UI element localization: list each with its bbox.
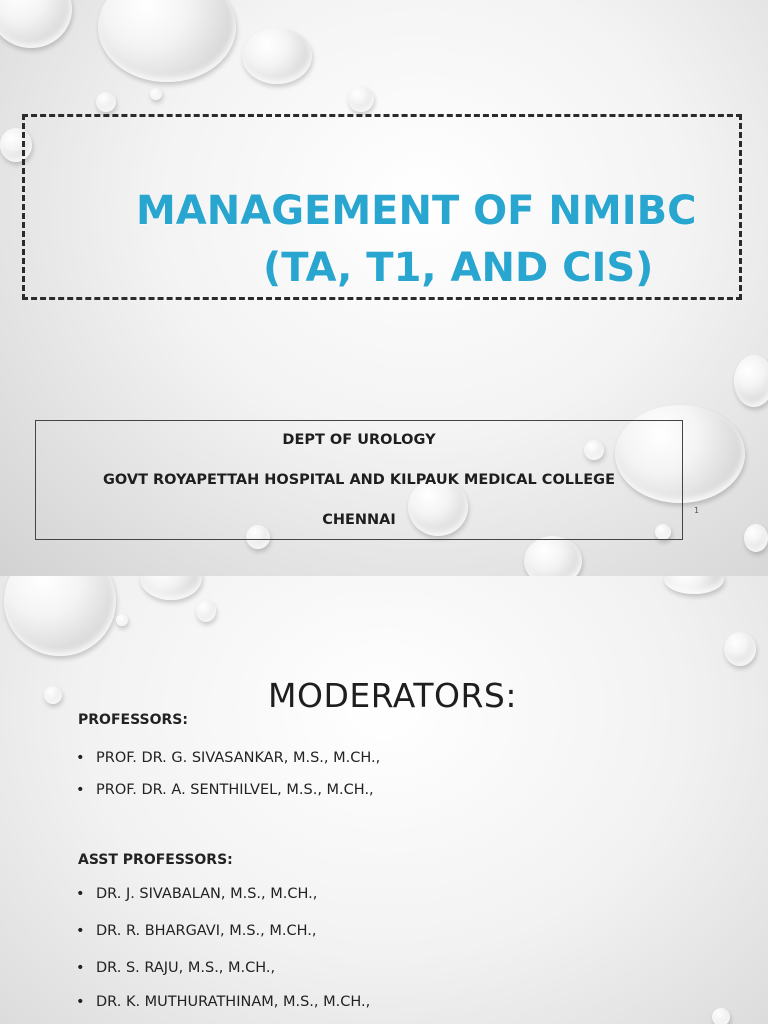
bullet-icon: •: [76, 886, 85, 902]
list-item: [76, 782, 374, 798]
water-drop-decoration: [44, 686, 62, 704]
bullet-icon: •: [76, 782, 85, 798]
page-number: 1: [694, 506, 700, 515]
water-drop-decoration: [664, 576, 724, 594]
water-drop-decoration: [348, 86, 374, 112]
water-drop-decoration: [744, 524, 768, 552]
professor-name: PROF. DR. G. SIVASANKAR, M.S., M.CH.,: [96, 750, 381, 766]
list-item: [76, 886, 317, 902]
water-drop-decoration: [96, 92, 116, 112]
water-drop-decoration: [196, 600, 216, 622]
bullet-icon: •: [76, 923, 85, 939]
list-item: [76, 994, 370, 1010]
hospital-name: GOVT ROYAPETTAH HOSPITAL AND KILPAUK MEDICAL COLLEGE: [103, 472, 615, 488]
asst-professor-name: DR. J. SIVABALAN, M.S., M.CH.,: [96, 886, 318, 902]
bullet-icon: •: [76, 960, 85, 976]
water-drop-decoration: [734, 355, 768, 407]
professor-name: PROF. DR. A. SENTHILVEL, M.S., M.CH.,: [96, 782, 374, 798]
list-item: [76, 960, 275, 976]
water-drop-decoration: [140, 576, 202, 600]
slide-subtitle: (TA, T1, AND CIS): [263, 245, 654, 291]
water-drop-decoration: [0, 0, 72, 48]
water-drop-decoration: [150, 88, 162, 100]
institution-box: [35, 420, 683, 540]
bullet-icon: •: [76, 994, 85, 1010]
bullet-icon: •: [76, 750, 85, 766]
asst-professors-label: ASST PROFESSORS:: [78, 852, 233, 868]
water-drop-decoration: [724, 632, 756, 666]
water-drop-decoration: [98, 0, 236, 82]
moderators-heading: MODERATORS:: [268, 676, 517, 715]
asst-professor-name: DR. S. RAJU, M.S., M.CH.,: [96, 960, 276, 976]
water-drop-decoration: [242, 28, 312, 84]
moderators-slide: [0, 576, 768, 1024]
professors-label: PROFESSORS:: [78, 712, 188, 728]
asst-professor-name: DR. K. MUTHURATHINAM, M.S., M.CH.,: [96, 994, 371, 1010]
department-name: DEPT OF UROLOGY: [282, 432, 436, 448]
list-item: [76, 923, 316, 939]
water-drop-decoration: [524, 536, 582, 576]
slide-title: MANAGEMENT OF NMIBC: [136, 188, 697, 234]
city-name: CHENNAI: [322, 512, 396, 528]
water-drop-decoration: [712, 1008, 730, 1024]
water-drop-decoration: [4, 576, 116, 656]
asst-professor-name: DR. R. BHARGAVI, M.S., M.CH.,: [96, 923, 317, 939]
water-drop-decoration: [116, 614, 128, 626]
list-item: [76, 750, 380, 766]
